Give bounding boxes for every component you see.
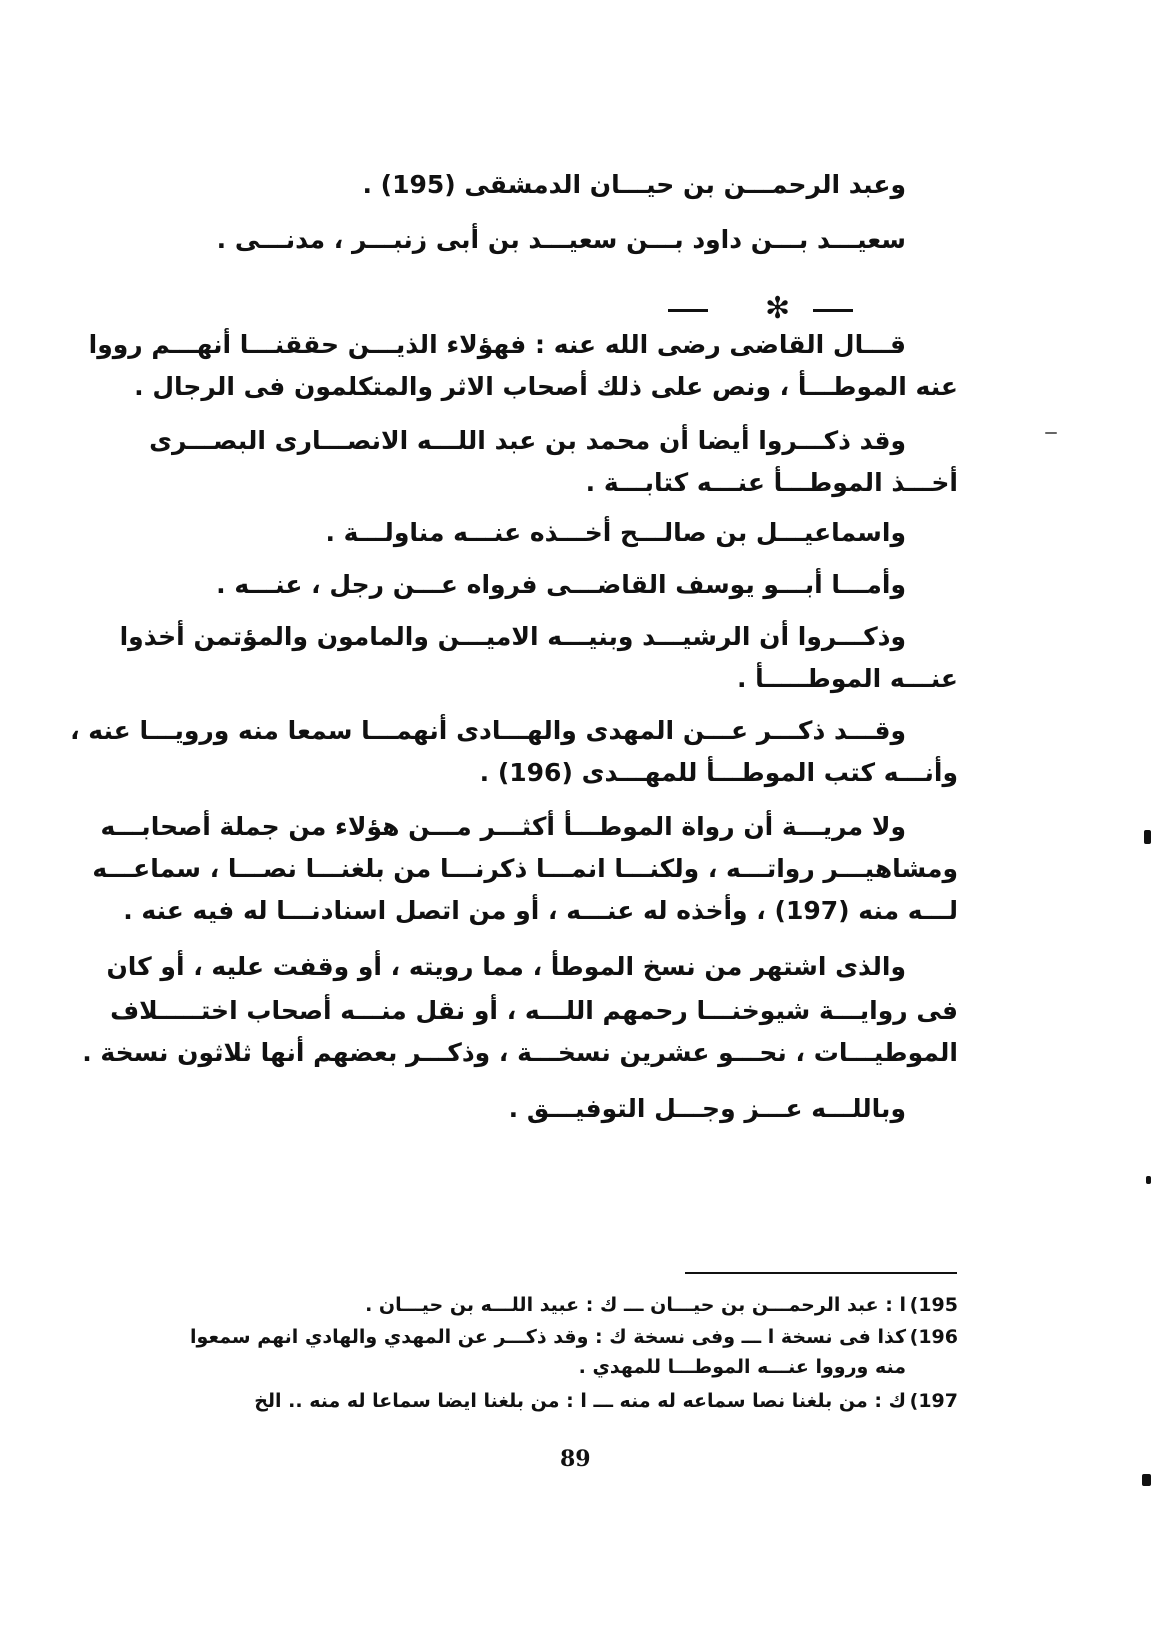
footnote-text: ك : من بلغنا نصا سماعه له منه ـــ ا : من بلغنا ايضا سماعا له منه .. الخ: [254, 1390, 906, 1412]
footnote-195: [200, 1294, 958, 1324]
separator-dash-left: [668, 309, 708, 312]
asterisk-icon: ✻: [765, 291, 791, 326]
paragraph-7-line-3: لـــه منه (197) ، وأخذه له عنـــه ، أو من اتصل اسنادنـــا له فيه عنه .: [123, 896, 958, 925]
paragraph-9-line-1: وباللـــه عـــز وجـــل التوفيـــق .: [508, 1094, 906, 1123]
header-line-2: سعيـــد بـــن داود بـــن سعيـــد بن أبى زنبـــر ، مدنـــى .: [216, 225, 906, 254]
footnote-text: كذا فى نسخة ا ـــ وفى نسخة ك : وقد ذكـــر عن المهدي والهادي انهم سمعوا: [190, 1326, 906, 1348]
footnote-text: ا : عبد الرحمـــن بن حيـــان ـــ ك : عبيد اللـــه بن حيـــان .: [365, 1294, 906, 1316]
paragraph-2-line-2: أخـــذ الموطـــأ عنـــه كتابـــة .: [585, 468, 958, 497]
footnote-number: 196): [909, 1326, 958, 1348]
paragraph-1-line-1: قـــال القاضى رضى الله عنه : فهؤلاء الذيـــن حققنـــا أنهـــم رووا: [88, 330, 906, 359]
scan-edge-mark: [1142, 1474, 1151, 1486]
footnote-number: 197): [909, 1390, 958, 1412]
paragraph-2-line-1: وقد ذكـــروا أيضا أن محمد بن عبد اللـــه الانصـــارى البصـــرى: [149, 426, 906, 455]
paragraph-1-line-2: عنه الموطـــأ ، ونص على ذلك أصحاب الاثر والمتكلمون فى الرجال .: [134, 372, 958, 401]
separator-dash-right: [813, 309, 853, 312]
scan-edge-mark: [1146, 1176, 1151, 1184]
paragraph-8-line-1: والذى اشتهر من نسخ الموطأ ، مما رويته ، أو وقفت عليه ، أو كان: [106, 952, 906, 981]
paragraph-6-line-2: وأنـــه كتب الموطـــأ للمهـــدى (196) .: [479, 758, 958, 787]
footnote-197: [200, 1390, 958, 1420]
page-number: 89: [560, 1446, 591, 1472]
header-line-1: وعبد الرحمـــن بن حيـــان الدمشقى (195) .: [362, 170, 906, 199]
paragraph-8-line-2: فى روايـــة شيوخنـــا رحمهم اللـــه ، أو نقل منـــه أصحاب اختـــــلاف: [110, 996, 958, 1025]
footnote-number: 195): [909, 1294, 958, 1316]
footnote-196: [190, 1326, 958, 1388]
paragraph-5-line-1: وذكـــروا أن الرشيـــد وبنيـــه الاميـــن والمامون والمؤتمن أخذوا: [119, 622, 906, 651]
scan-edge-mark: [1144, 830, 1151, 844]
section-separator: [200, 291, 958, 326]
paragraph-3-line-1: واسماعيـــل بن صالـــح أخـــذه عنـــه مناولـــة .: [325, 518, 906, 547]
paragraph-5-line-2: عنـــه الموطـــــأ .: [736, 664, 958, 693]
paragraph-6-line-1: وقـــد ذكـــر عـــن المهدى والهـــادى أنهمـــا سمعا منه ورويـــا عنه ،: [70, 716, 906, 745]
paragraph-8-line-3: الموطيـــات ، نحـــو عشرين نسخـــة ، وذكـــر بعضهم أنها ثلاثون نسخة .: [82, 1038, 958, 1067]
main-text: [70, 0, 958, 1200]
footnote-text-continuation: منه ورووا عنـــه الموطـــا للمهدي .: [578, 1356, 906, 1378]
scan-edge-mark: [1045, 432, 1057, 434]
paragraph-7-line-1: ولا مريـــة أن رواة الموطـــأ أكثـــر مـــن هؤلاء من جملة أصحابـــه: [100, 812, 906, 841]
footnote-rule: [685, 1272, 957, 1274]
paragraph-4-line-1: وأمـــا أبـــو يوسف القاضـــى فرواه عـــن رجل ، عنـــه .: [216, 570, 906, 599]
paragraph-7-line-2: ومشاهيـــر رواتـــه ، ولكنـــا انمـــا ذكرنـــا من بلغنـــا نصـــا ، سماعـــه: [92, 854, 958, 883]
